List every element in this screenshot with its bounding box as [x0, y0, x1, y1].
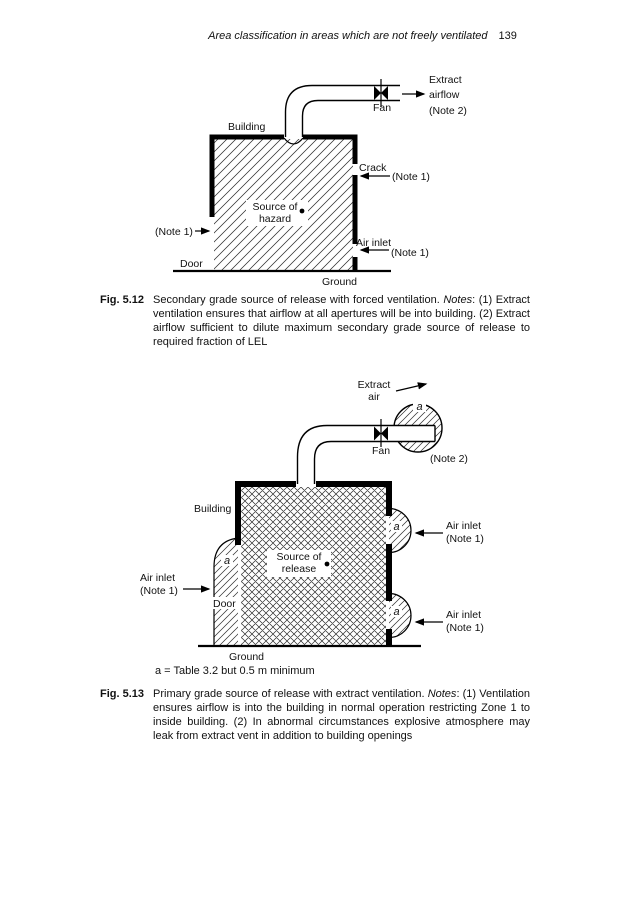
- fig12-building-label: Building: [228, 121, 266, 133]
- fig13-a-right2-label: a: [393, 606, 400, 618]
- fig12-wall-note: (Note 1): [155, 226, 193, 238]
- fig13-a-definition: a = Table 3.2 but 0.5 m minimum: [155, 665, 315, 677]
- fig13-air-inlet-right1-line2: (Note 1): [446, 533, 484, 545]
- fig12-caption-notes-word: Notes: [443, 294, 473, 306]
- fig13-fan-label: Fan: [372, 445, 391, 457]
- fig13-air-inlet-right1-line1: Air inlet: [446, 520, 482, 532]
- fig13-ground-label: Ground: [229, 651, 265, 663]
- page-number: 139: [498, 30, 517, 42]
- fig12-fan-label: Fan: [373, 102, 392, 114]
- fig12-extract-label-line1: Extract: [429, 74, 462, 86]
- fig13-extract-note: (Note 2): [430, 453, 468, 465]
- fig13-extract-label-line1: Extract: [357, 379, 391, 391]
- extract-air-arrow: [396, 384, 426, 391]
- fig13-extract-label-line2: air: [368, 391, 380, 403]
- source-dot: [325, 562, 330, 567]
- fig13-door-label: Door: [213, 598, 236, 610]
- fig12-extract-note: (Note 2): [429, 105, 467, 117]
- fig13-diagram: [0, 375, 629, 685]
- fig13-caption-after: : (1) Ventilation ensures airflow is into the building in normal operation restricting Zone 1 to inside building. (2) In abnormal circumstances explosive atmosphere may leak from extract vent in addition to building openings: [153, 688, 530, 742]
- fig13-caption-text: [153, 688, 530, 744]
- source-dot: [300, 209, 305, 214]
- fig12-air-inlet-label: Air inlet: [356, 237, 392, 249]
- fan-icon: [374, 419, 388, 447]
- fig12-extract-label-line2: airflow: [429, 89, 460, 101]
- fig13-air-inlet-right2-line2: (Note 1): [446, 622, 484, 634]
- fig12-ground-label: Ground: [322, 276, 358, 288]
- extract-duct-body: [298, 426, 436, 485]
- fig12-diagram: [0, 60, 629, 295]
- fig13-source-label-line2: release: [281, 563, 317, 575]
- fig12-source-label-line2: hazard: [258, 213, 292, 225]
- fig13-source-label-line1: Source of: [276, 551, 322, 563]
- fig12-caption-text: [153, 294, 530, 350]
- fig13-a-right1-label: a: [393, 521, 400, 533]
- fig13-caption: [100, 688, 530, 744]
- page-header: [0, 30, 629, 42]
- fig12-source-label-line1: Source of: [252, 201, 298, 213]
- fig13-caption-before: Primary grade source of release with extract ventilation.: [153, 688, 428, 700]
- fig12-crack-note: (Note 1): [392, 171, 430, 183]
- fig13-air-inlet-left-line1: Air inlet: [140, 572, 176, 584]
- fig12-caption-before: Secondary grade source of release with forced ventilation.: [153, 294, 444, 306]
- fig13-air-inlet-left-line2: (Note 1): [140, 585, 178, 597]
- fig12-crack-label: Crack: [359, 162, 387, 174]
- fig13-a-top-label: a: [416, 401, 423, 413]
- running-head: Area classification in areas which are not freely ventilated: [208, 30, 488, 42]
- fig13-building-label: Building: [194, 503, 232, 515]
- fig13-a-left-label: a: [223, 555, 231, 567]
- fig13-air-inlet-right2-line1: Air inlet: [446, 609, 482, 621]
- fig12-air-inlet-note: (Note 1): [391, 247, 429, 259]
- fig13-caption-notes-word: Notes: [427, 688, 457, 700]
- fig12-door-label: Door: [180, 258, 203, 270]
- fig12-caption-after: : (1) Extract ventilation ensures that airflow at all apertures will be into building. (2) Extract airflow sufficient to dilute maximum secondary grade source of release to required fraction of LEL: [153, 294, 530, 348]
- fig12-caption: [100, 294, 530, 350]
- fig12-caption-number: Fig. 5.12: [100, 294, 145, 306]
- fig13-caption-number: Fig. 5.13: [100, 688, 145, 700]
